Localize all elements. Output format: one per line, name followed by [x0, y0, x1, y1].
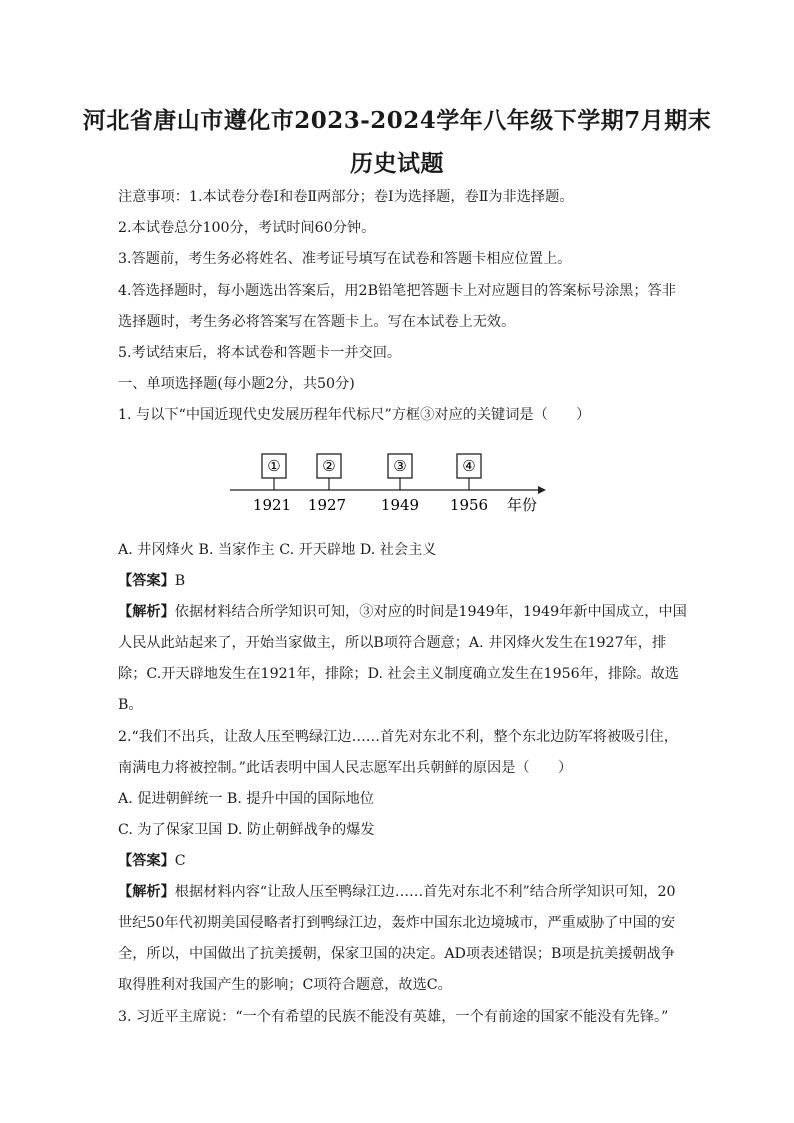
- title-line-2: 历史试题: [350, 150, 444, 177]
- svg-text:①: ①: [267, 457, 281, 475]
- q1-options: A. 井冈烽火 B. 当家作主 C. 开天辟地 D. 社会主义: [118, 542, 437, 558]
- answer-value: B: [174, 573, 186, 589]
- q1-analysis-line: 人民从此站起来了，开始当家做主，所以B项符合题意；A. 井冈烽火发生在1927年，排: [118, 635, 667, 651]
- q1-stem: 1. 与以下“中国近现代史发展历程年代标尺”方框③对应的关键词是（ ）: [118, 407, 591, 423]
- note-line: 3.答题前，考生务必将姓名、准考证号填写在试卷和答题卡相应位置上。: [118, 251, 572, 267]
- analysis-text: 根据材料内容“让敌人压至鸭绿江边……首先对东北不利”结合所学知识可知，20: [174, 884, 676, 900]
- timeline-box-2: [317, 454, 341, 490]
- timeline-year: 1927: [307, 496, 347, 514]
- q1-timeline-figure: [226, 448, 556, 520]
- answer-tag: 【答案】: [118, 573, 175, 589]
- answer-tag: 【答案】: [118, 853, 175, 869]
- analysis-text: 依据材料结合所学知识可知，③对应的时间是1949年，1949年新中国成立，中国: [174, 604, 687, 620]
- q1-answer: [118, 571, 678, 591]
- q2-analysis-line: 全，所以，中国做出了抗美援朝，保家卫国的决定。AD项表述错误；B项是抗美援朝战争: [118, 946, 675, 962]
- q2-options-line: A. 促进朝鲜统一 B. 提升中国的国际地位: [118, 791, 375, 807]
- timeline-box-1: [262, 454, 286, 490]
- answer-value: C: [174, 853, 186, 869]
- svg-text:②: ②: [322, 457, 336, 475]
- q1-analysis-line: 除；C.开天辟地发生在1921年，排除；D. 社会主义制度确立发生在1956年，排除。故选: [118, 666, 679, 682]
- note-line: 5.考试结束后，将本试卷和答题卡一并交回。: [118, 345, 402, 361]
- q2-answer: [118, 851, 678, 871]
- timeline-box-4: [457, 454, 481, 490]
- note-line: 选择题时，考生务必将答案写在答题卡上。写在本试卷上无效。: [118, 314, 516, 330]
- q2-stem-line: 南满电力将被控制。”此话表明中国人民志愿军出兵朝鲜的原因是（ ）: [118, 760, 573, 776]
- q1-analysis-line: B。: [118, 697, 143, 713]
- analysis-tag: 【解析】: [118, 604, 175, 620]
- note-line: 2.本试卷总分100分，考试时间60分钟。: [118, 220, 376, 236]
- note-line: 注意事项：1.本试卷分卷Ⅰ和卷Ⅱ两部分；卷Ⅰ为选择题，卷Ⅱ为非选择题。: [118, 189, 574, 205]
- q2-stem-line: 2.“我们不出兵，让敌人压至鸭绿江边……首先对东北不利，整个东北边防军将被吸引住，: [118, 729, 678, 745]
- analysis-tag: 【解析】: [118, 884, 175, 900]
- timeline-box-3: [388, 454, 412, 490]
- q2-analysis-line: 世纪50年代初期美国侵略者打到鸭绿江边，轰炸中国东北边境城市，严重威胁了中国的安: [118, 915, 676, 931]
- axis-arrow-icon: [538, 486, 546, 494]
- timeline-year: 1921: [252, 496, 292, 514]
- timeline-year: 1956: [449, 496, 489, 514]
- q2-options-line: C. 为了保家卫国 D. 防止朝鲜战争的爆发: [118, 822, 375, 838]
- timeline-axis-label: 年份: [506, 496, 538, 514]
- timeline-year: 1949: [380, 496, 420, 514]
- q2-analysis-line: 取得胜利对我国产生的影响；C项符合题意，故选C。: [118, 977, 452, 993]
- section-heading: 一、单项选择题(每小题2分，共50分): [118, 376, 355, 392]
- q3-stem: 3. 习近平主席说：“一个有希望的民族不能没有英雄，一个有前途的国家不能没有先锋。”: [118, 1009, 669, 1025]
- title-line-1: 河北省唐山市遵化市2023-2024学年八年级下学期7月期末: [82, 107, 712, 134]
- svg-text:③: ③: [393, 457, 407, 475]
- svg-text:④: ④: [462, 457, 476, 475]
- q1-analysis-line: [118, 602, 687, 622]
- note-line: 4.答选择题时，每小题选出答案后，用2B铅笔把答题卡上对应题目的答案标号涂黑；答非: [118, 283, 676, 299]
- q2-analysis-line: [118, 882, 678, 902]
